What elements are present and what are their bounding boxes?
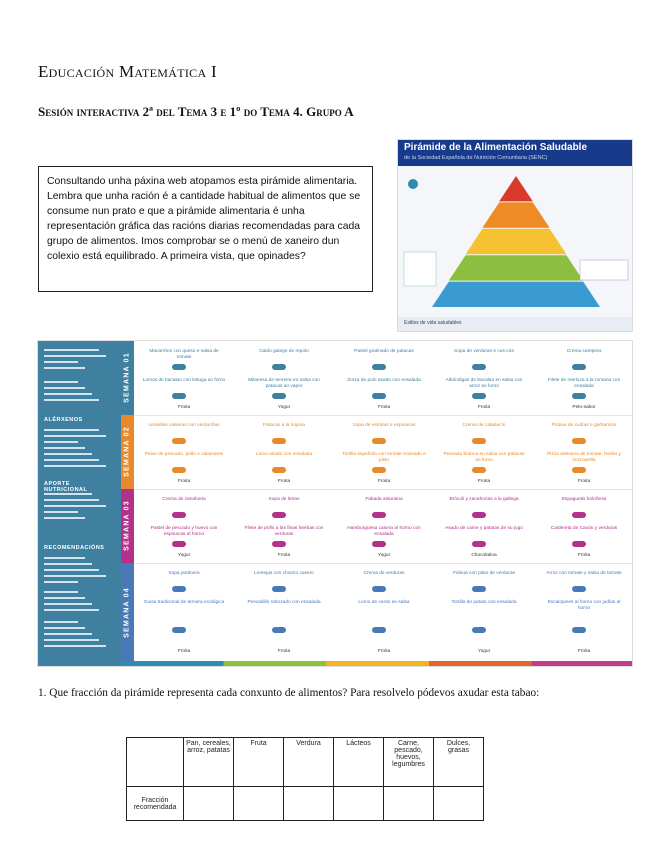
dessert: Pelo-sabor [572,405,596,410]
sidebar-text-line [44,447,85,449]
sidebar-text-line [44,645,106,647]
allergen-badge [572,438,586,444]
table-header-cell: Dulces, grasas [434,738,484,787]
menu-day-cell [234,489,334,563]
intro-text: Consultando unha páxina web atopamos esta pirámide alimentaria. Lembra que unha ración é a cantidade habitual de alimentos que se consume nun prato e que a pirámide alimentaria é unha representación gráfica das racións diarias recomendadas para cada grupo de alimentos. Imos comprobar se o menú de xaneiro dun colexio está equilibrado. A primeira vista, que opinades? [47,176,361,262]
sidebar-text-line [44,627,85,629]
sidebar-text-line [44,505,106,507]
sidebar-text-line [44,569,99,571]
allergen-badge [272,512,286,518]
week-label-band [121,341,134,415]
dessert: Yogur [477,649,491,654]
pyramid-side-panel [404,252,436,286]
week-row [134,341,633,416]
pyramid-layer [432,282,600,307]
sidebar-text-line [44,597,85,599]
first-dish: Crema campera [566,349,602,354]
answer-cell[interactable] [334,787,384,821]
menu-day-cell [334,563,434,663]
recommendations-title: RECOMENDACIÓNS [44,545,105,551]
menu-day-cell [334,489,434,563]
sidebar-text-lines [38,341,121,667]
sidebar-text-line [44,591,78,593]
pyramid-footer-text: Estilos de vida saludables [404,320,462,326]
sidebar-text-line [44,499,99,501]
dessert: Froita [177,479,191,484]
pyramid-title: Pirámide de la Alimentación Saludable [404,142,588,153]
week-label: SEMANA 02 [123,426,131,477]
table-header-cell: Fruta [234,738,284,787]
sidebar-text-line [44,381,78,383]
first-dish: Macarróns con queso e salsa de tomate [149,349,219,360]
allergen-badge [372,541,386,547]
answer-cell[interactable] [184,787,234,821]
week-label: SEMANA 03 [123,500,131,551]
first-dish: Lentellas caseiras con verduriñas [148,423,220,428]
sidebar-text-line [44,557,85,559]
allergen-badge [572,364,586,370]
menu-day-cell [434,341,534,415]
second-dish: Tortilla de patata con ensalada [451,600,517,605]
first-dish: Sopa de letras [268,497,300,502]
menu-day-cell [534,415,633,489]
sidebar-text-line [44,399,99,401]
answer-cell[interactable] [434,787,484,821]
dessert: Froita [277,649,291,654]
allergen-badge [172,512,186,518]
first-dish: Espaguetis boloñesa [561,497,607,502]
dessert: Froita [477,479,491,484]
allergen-badge [572,467,586,473]
menu-day-cell [234,415,334,489]
menu-color-stripe [121,661,633,666]
dessert: Froita [577,479,591,484]
second-dish: Hamburguesa casera al horno con ensalada [347,526,421,537]
pyramid-layer [466,229,567,254]
answer-cell[interactable] [384,787,434,821]
page-title: Educación Matemática I [38,62,217,81]
sidebar-text-line [44,387,85,389]
second-dish: Caldereta de Caxón y verduras [550,526,618,531]
allergen-badge [172,438,186,444]
allergen-badge [172,586,186,592]
sidebar-text-line [44,493,92,495]
sidebar-text-line [44,575,106,577]
sidebar-text-line [44,581,78,583]
second-dish: Peixe de pescado, pollo e calamares [144,452,224,457]
sidebar-text-line [44,459,99,461]
first-dish: Crema de zanahoria [162,497,206,502]
allergen-badge [572,512,586,518]
dessert: Froita [177,649,191,654]
week-label: SEMANA 04 [123,587,131,638]
allergen-badge [272,586,286,592]
sidebar-text-line [44,603,92,605]
first-dish: Fideuá con pisto de verduras [453,571,515,576]
allergen-badge [272,627,286,633]
school-menu-image [37,340,633,667]
allergen-badge [372,586,386,592]
sidebar-text-line [44,517,85,519]
allergen-badge [372,627,386,633]
week-row [134,563,633,664]
sidebar-text-line [44,441,78,443]
sidebar-text-line [44,393,92,395]
pyramid-graphic [398,140,633,332]
week-label-band [121,563,134,663]
week-label-band [121,415,134,489]
pyramid-layer [482,202,549,227]
allergen-badge [272,364,286,370]
menu-day-cell [234,563,334,663]
allergen-badge [272,438,286,444]
dessert: Froita [577,649,591,654]
second-dish: Milanesa de tenreira en salsa con patacas ao vapor [248,378,320,389]
first-dish: Fabada asturiana [365,497,403,502]
allergen-badge [572,586,586,592]
dessert: Froita [577,553,591,558]
allergen-badge [172,364,186,370]
dessert: Froita [377,405,391,410]
allergen-badge [372,393,386,399]
menu-day-cell [334,415,434,489]
second-dish: Pescadillo rebozado con ensalada [247,600,321,605]
first-dish: Sopa de verduras e cus-cús [454,349,514,354]
pyramid-right-panel [580,260,628,280]
sidebar-text-line [44,633,92,635]
week-label-band [121,489,134,563]
sidebar-text-line [44,429,99,431]
menu-day-cell [134,341,234,415]
table-row-label: Fracción recomendada [127,787,184,821]
allergen-badge [472,438,486,444]
second-dish: Pescada branca en salsa con patacas ao forno [443,452,525,463]
menu-day-cell [434,415,534,489]
week-row [134,489,633,564]
allergen-badge [472,627,486,633]
menu-day-cell [434,489,534,563]
allergen-badge [272,467,286,473]
allergen-badge [472,541,486,547]
menu-day-cell [234,341,334,415]
menu-day-cell [134,489,234,563]
menu-day-cell [334,341,434,415]
allergen-badge [472,586,486,592]
second-dish: Pizza artesana de tomate, bonito y mozzarella [547,452,621,463]
menu-day-cell [534,341,633,415]
dessert: Yogur [377,553,391,558]
dessert: Froita [277,553,291,558]
pyramid-subtitle: de la Sociedad Española de Nutrición Comunitaria (SENC) [404,155,548,161]
second-dish: Lomo asado con ensalada [255,452,313,457]
allergen-badge [472,512,486,518]
allergen-badge [372,467,386,473]
menu-sidebar [38,341,121,666]
table-header-cell: Carne, pescado, huevos, legumbres [384,738,434,787]
second-dish: Pastel de pescado y huevo con espinacas al horno [150,526,218,537]
allergen-badge [172,467,186,473]
second-dish: Escalopines al horno con judías al horno [547,600,621,611]
allergen-badge [472,393,486,399]
table-header-row [127,738,484,787]
dessert: Froita [477,405,491,410]
allergen-badge [372,364,386,370]
menu-day-cell [534,563,633,663]
allergen-badge [272,541,286,547]
week-label: SEMANA 01 [123,352,131,403]
sidebar-text-line [44,609,99,611]
sidebar-text-line [44,639,99,641]
table-header-cell: Lácteos [334,738,384,787]
table-header-cell: Verdura [284,738,334,787]
pyramid-number-badge [408,179,418,189]
allergen-badge [372,438,386,444]
menu-day-cell [134,563,234,663]
allergen-badge [572,393,586,399]
first-dish: Crema de calabacín [462,423,506,428]
sidebar-text-line [44,563,92,565]
food-pyramid-image [397,139,633,332]
first-dish: Brócoli y zanahorias a la gallega [449,497,519,502]
second-dish: Filete de pollo a las finas hierbas con verduras [244,526,324,537]
first-dish: Pastel gratinado de patacas [354,349,414,354]
dessert: Froita [377,649,391,654]
dessert: Chocolatina [471,553,497,558]
sidebar-text-line [44,355,106,357]
week-row [134,415,633,490]
dessert: Froita [377,479,391,484]
menu-day-cell [134,415,234,489]
pyramid-layer [449,255,583,280]
menu-day-cell [534,489,633,563]
pyramid-footer [398,317,632,331]
first-dish: Lentejas con chorizo casero [254,571,314,576]
allergen-badge [472,364,486,370]
second-dish: Zorza de polo asado con ensalada [347,378,421,383]
sidebar-text-line [44,511,78,513]
pyramid-layer [499,176,533,201]
sidebar-text-line [44,435,106,437]
intro-box [38,166,373,292]
dessert: Yogur [277,405,291,410]
second-dish: Albóndigas de bacalao en salsa con arroz ao forno [445,378,523,389]
allergen-badge [172,627,186,633]
second-dish: Lomo de cerdo en salsa [358,600,410,605]
second-dish: Guisa tradicional de ternera ecológica [143,600,225,605]
sidebar-text-line [44,621,78,623]
table-header-cell: Pan, cereales, arroz, patatas [184,738,234,787]
first-dish: Potaxe de xudías e garbanzos [551,423,617,428]
second-dish: Asado de carne y patatas de su jugo [445,526,523,531]
allergen-badge [372,512,386,518]
second-dish: Tortilla española con tomate trozeado e pisto [342,452,426,463]
sidebar-text-line [44,361,78,363]
first-dish: Sopa jardinera [168,571,200,576]
nutrition-title: APORTE NUTRICIONAL [44,481,88,493]
second-dish: Filete de merluza á la romana con ensalada [547,378,621,389]
dessert: Froita [277,479,291,484]
dessert: Froita [177,405,191,410]
allergen-badge [172,393,186,399]
table-answer-row [127,787,484,821]
first-dish: Sopa de estrelas e espinacas [352,423,416,428]
first-dish: Caldo galego de repolo [259,349,309,354]
first-dish: Patacas a la riojana [262,423,306,428]
question-1: 1. Que fracción da pirámide representa cada conxunto de alimentos? Para resolvelo pódevos axudar esta tabao: [38,687,540,699]
sidebar-text-line [44,367,85,369]
allergen-badge [272,393,286,399]
sidebar-text-line [44,349,99,351]
first-dish: Arroz con tomate y salsa de tomate [546,571,622,576]
allergens-title: ALÉRXENOS [44,417,83,423]
allergen-badge [472,467,486,473]
second-dish: Lomos de bacalao con leituga ao forno [142,378,226,383]
page-subtitle: Sesión interactiva 2ª del Tema 3 e 1º do Tema 4. Grupo A [38,104,354,119]
menu-day-cell [434,563,534,663]
allergen-badge [172,541,186,547]
table-corner-cell [127,738,184,787]
first-dish: Crema de verduras [363,571,405,576]
answer-cell[interactable] [284,787,334,821]
allergen-badge [572,541,586,547]
dessert: Yogur [177,553,191,558]
sidebar-text-line [44,465,106,467]
fractions-table [126,737,484,821]
sidebar-text-line [44,453,92,455]
answer-cell[interactable] [234,787,284,821]
allergen-badge [572,627,586,633]
